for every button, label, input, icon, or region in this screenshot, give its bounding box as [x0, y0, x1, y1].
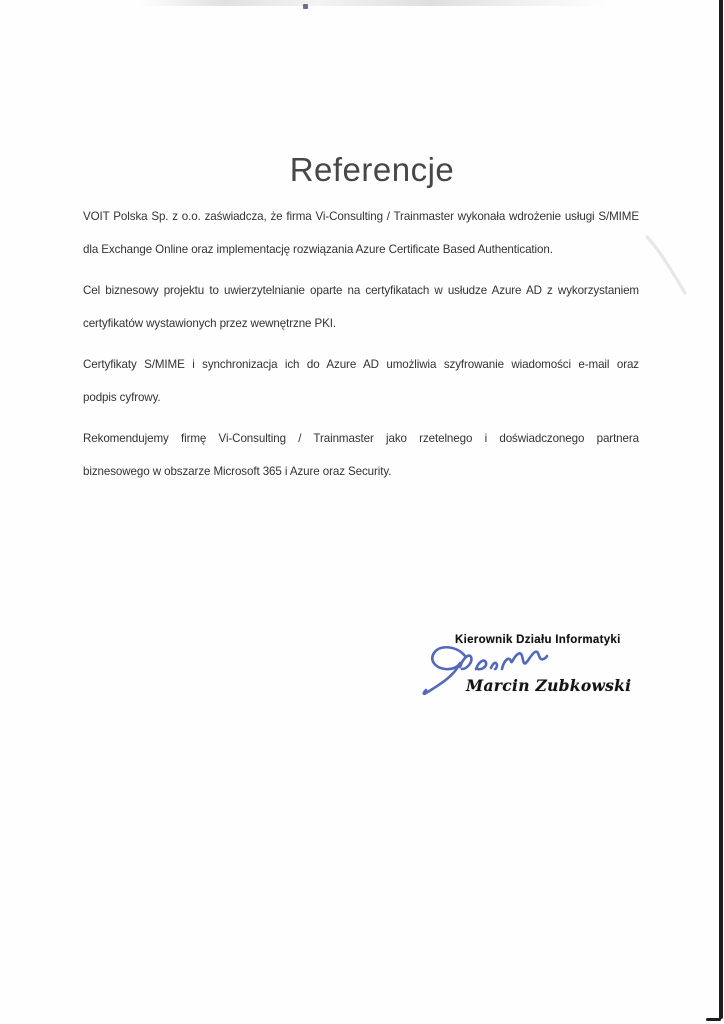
paragraph-4-line-2: biznesowego w obszarze Microsoft 365 i Azure oraz Security. [83, 465, 392, 478]
scan-smudge-top [140, 0, 610, 6]
signer-name: Marcin Zubkowski [466, 676, 632, 695]
paragraph-4 [83, 422, 639, 488]
signer-job-title: Kierownik Działu Informatyki [455, 634, 621, 646]
scan-edge-bottom-hook [706, 1018, 721, 1021]
page-title: Referencje [289, 151, 455, 189]
paragraph-3 [83, 348, 639, 414]
paragraph-1-line-2: dla Exchange Online oraz implementację rozwiązania Azure Certificate Based Authentication. [83, 243, 553, 256]
paragraph-3-line-1: Certyfikaty S/MIME i synchronizacja ich do Azure AD umożliwia szyfrowanie wiadomości e-mail oraz [83, 358, 639, 371]
paragraph-1 [83, 200, 639, 266]
staple-dot-artifact [303, 4, 308, 9]
paragraph-1-line-1: VOIT Polska Sp. z o.o. zaświadcza, że firma Vi-Consulting / Trainmaster wykonała wdrożenie usługi S/MIME [83, 210, 639, 223]
paragraph-2-line-2: certyfikatów wystawionych przez wewnętrzne PKI. [83, 317, 337, 330]
paragraph-4-line-1: Rekomendujemy firmę Vi-Consulting / Trainmaster jako rzetelnego i doświadczonego partnera [83, 432, 639, 445]
scratch-artifact [644, 234, 688, 296]
letter-body [83, 200, 639, 496]
paragraph-3-line-2: podpis cyfrowy. [83, 391, 161, 404]
paragraph-2 [83, 274, 639, 340]
paragraph-2-line-1: Cel biznesowy projektu to uwierzytelnianie oparte na certyfikatach w usłudze Azure AD z wykorzystaniem [83, 284, 639, 297]
